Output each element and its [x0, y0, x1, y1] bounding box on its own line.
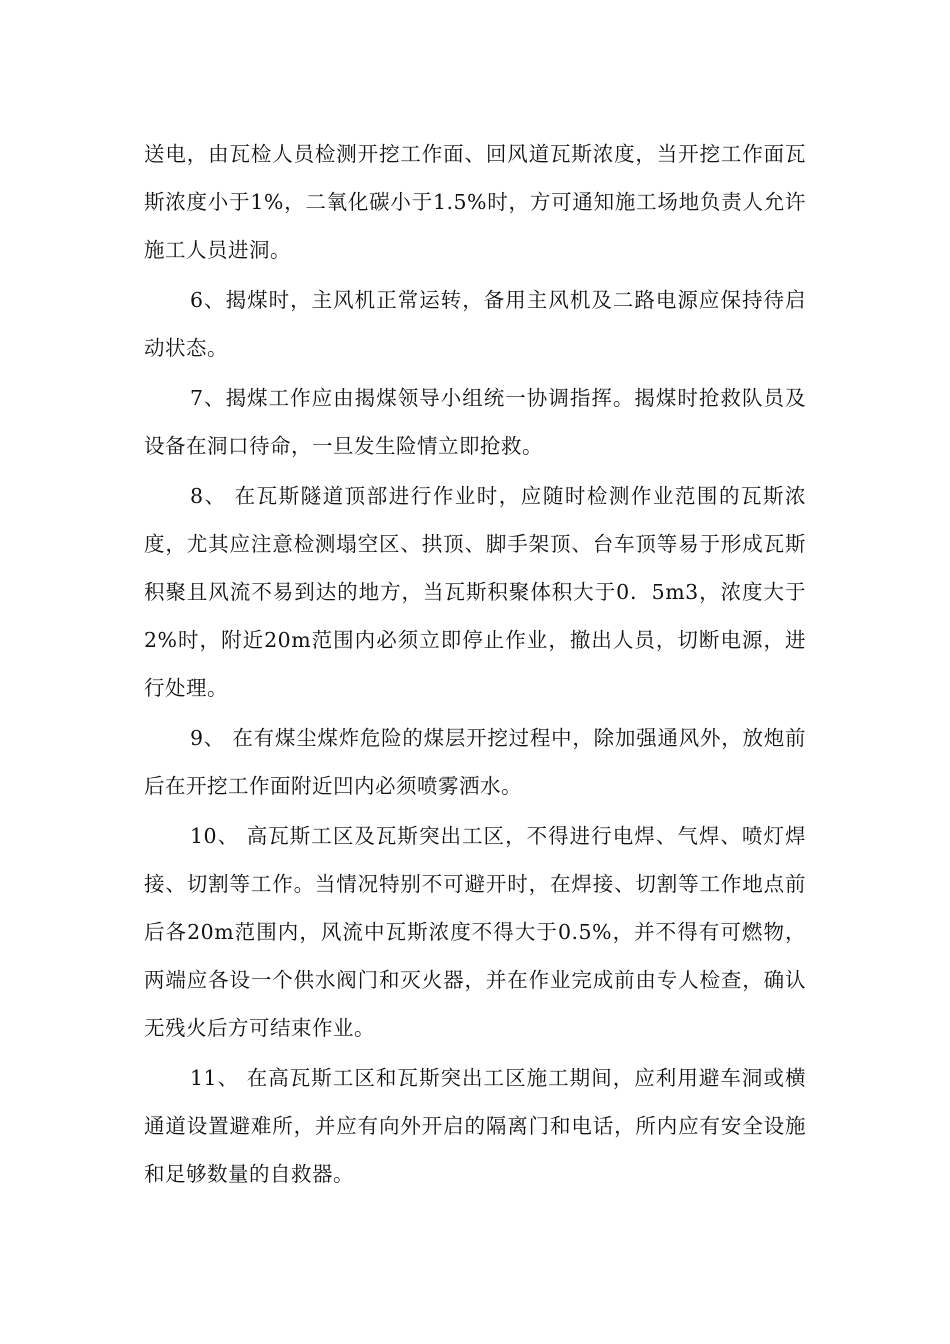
paragraph-continuation: 送电，由瓦检人员检测开挖工作面、回风道瓦斯浓度，当开挖工作面瓦斯浓度小于1%，二氧化碳小于1.5%时，方可通知施工场地负责人允许施工人员进洞。 [144, 142, 806, 262]
paragraph-item-11: 11、 在高瓦斯工区和瓦斯突出工区施工期间，应利用避车洞或横通道设置避难所，并应有向外开启的隔离门和电话，所内应有安全设施和足够数量的自救器。 [144, 1066, 806, 1186]
paragraph-item-8: 8、 在瓦斯隧道顶部进行作业时，应随时检测作业范围的瓦斯浓度，尤其应注意检测塌空区、拱顶、脚手架顶、台车顶等易于形成瓦斯积聚且风流不易到达的地方，当瓦斯积聚体积大于0．5m3，浓度大于2%时，附近20m范围内必须立即停止作业，撤出人员，切断电源，进行处理。 [144, 484, 806, 700]
paragraph-item-10: 10、 高瓦斯工区及瓦斯突出工区，不得进行电焊、气焊、喷灯焊接、切割等工作。当情况特别不可避开时，在焊接、切割等工作地点前后各20m范围内，风流中瓦斯浓度不得大于0.5%，并不得有可燃物，两端应各设一个供水阀门和灭火器，并在作业完成前由专人检查，确认无残火后方可结束作业。 [144, 824, 806, 1040]
paragraph-item-7: 7、揭煤工作应由揭煤领导小组统一协调指挥。揭煤时抢救队员及设备在洞口待命，一旦发生险情立即抢救。 [144, 386, 806, 458]
paragraph-item-6: 6、揭煤时，主风机正常运转，备用主风机及二路电源应保持待启动状态。 [144, 288, 806, 360]
document-body [144, 130, 806, 1198]
paragraph-item-9: 9、 在有煤尘煤炸危险的煤层开挖过程中，除加强通风外，放炮前后在开挖工作面附近凹内必须喷雾洒水。 [144, 726, 806, 798]
